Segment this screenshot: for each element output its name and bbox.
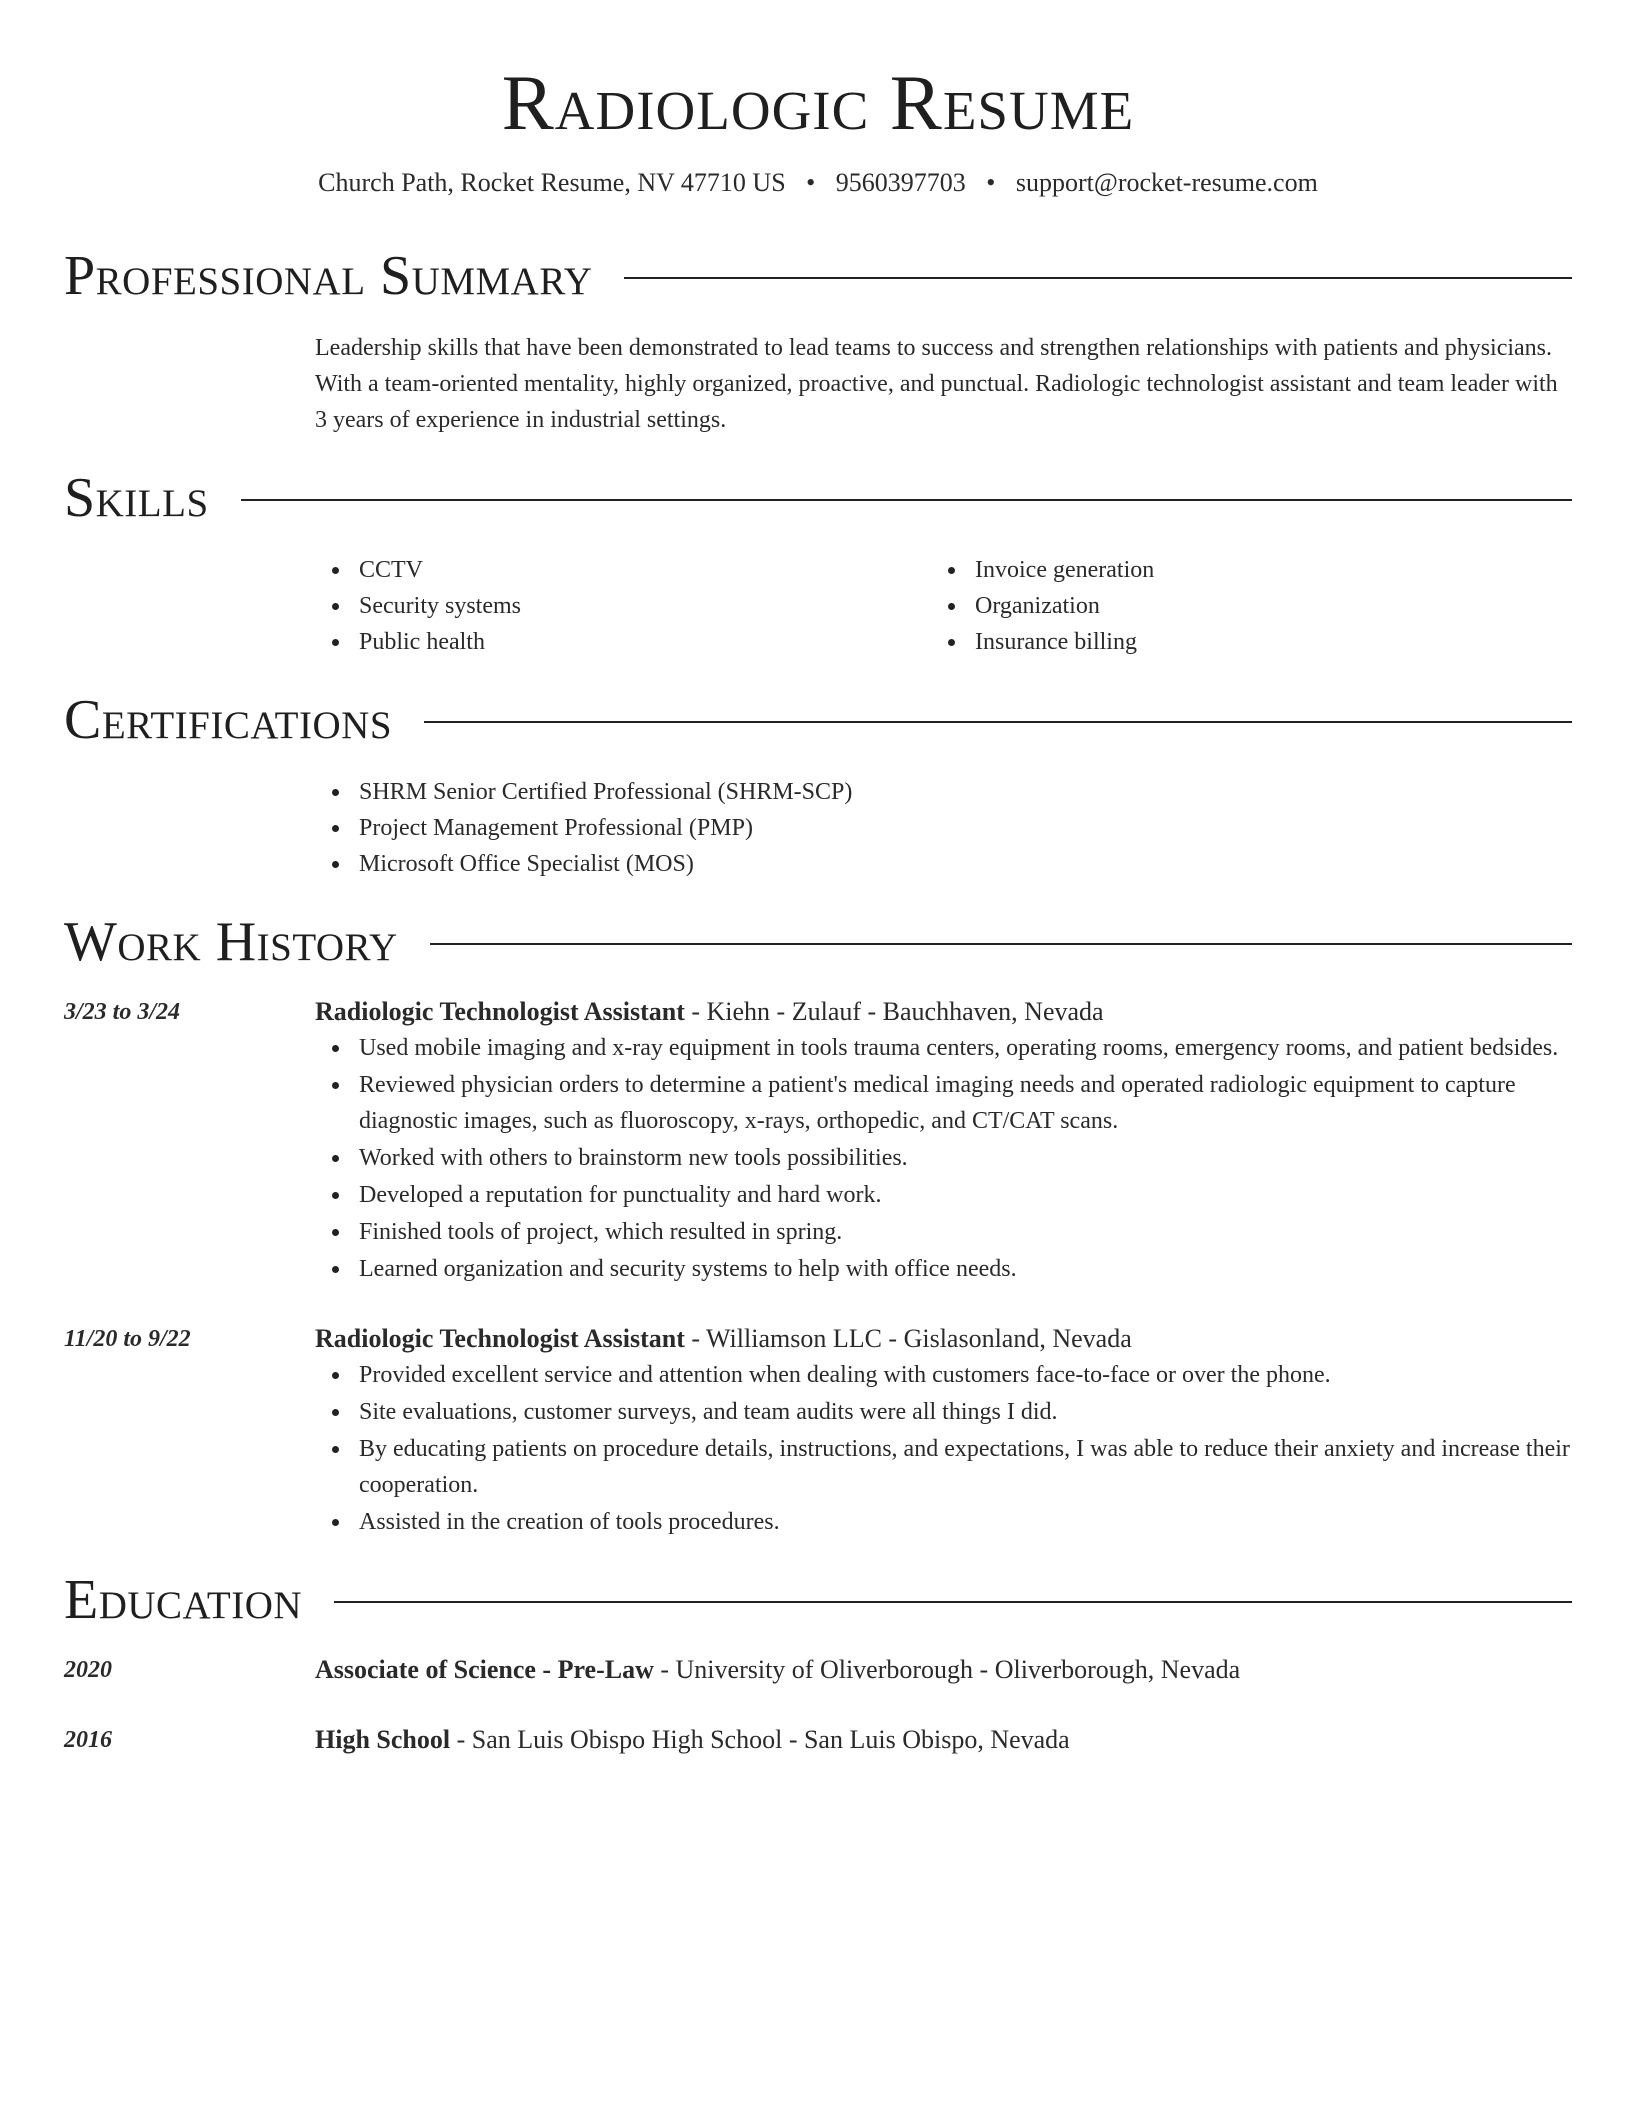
contact-address: Church Path, Rocket Resume, NV 47710 US (318, 168, 786, 197)
section-title-skills: Skills (64, 467, 209, 529)
education-details: - University of Oliverborough - Oliverborough, Nevada (653, 1655, 1241, 1684)
work-title-line (315, 1321, 1572, 1357)
education-title-line (315, 1722, 1572, 1758)
job-role: Radiologic Technologist Assistant (315, 997, 685, 1026)
education-details: - San Luis Obispo High School - San Luis Obispo, Nevada (450, 1725, 1070, 1754)
certifications-section-header (64, 688, 1572, 752)
skills-list-left (315, 552, 931, 660)
work-bullet: Site evaluations, customer surveys, and team audits were all things I did. (359, 1394, 1572, 1430)
certification-item: Microsoft Office Specialist (MOS) (359, 846, 1572, 882)
skill-item: Invoice generation (975, 552, 1547, 588)
education-entry (64, 1652, 1572, 1688)
work-entry-body (315, 994, 1572, 1287)
summary-text: Leadership skills that have been demonstrated to lead teams to success and strengthen relationships with patients and physicians. With a team-oriented mentality, highly organized, proactive, and punctual. Radiologic technologist assistant and team leader with 3 years of experience in industrial settings. (315, 335, 1558, 433)
work-entry-body (315, 1321, 1572, 1540)
summary-section-header (64, 244, 1572, 308)
contact-separator: • (986, 168, 996, 197)
contact-phone: 9560397703 (835, 168, 966, 197)
section-title-education: Education (64, 1569, 303, 1631)
section-title-summary: Professional Summary (64, 245, 593, 307)
contact-separator: • (806, 168, 816, 197)
skill-item: Organization (975, 588, 1547, 624)
skill-item: Public health (359, 624, 931, 660)
resume-name: Radiologic Resume (501, 59, 1135, 146)
work-bullet: Worked with others to brainstorm new tools possibilities. (359, 1140, 1572, 1176)
certifications-block (315, 774, 1572, 882)
work-bullets (315, 1357, 1572, 1540)
work-dates: 3/23 to 3/24 (64, 999, 181, 1025)
section-divider (241, 499, 1572, 501)
skills-list-right (931, 552, 1547, 660)
work-bullet: Provided excellent service and attention when dealing with customers face-to-face or over the phone. (359, 1357, 1572, 1393)
work-bullet: Used mobile imaging and x-ray equipment in tools trauma centers, operating rooms, emergency rooms, and patient bedsides. (359, 1030, 1572, 1066)
skills-column-left (315, 552, 931, 660)
certification-item: Project Management Professional (PMP) (359, 810, 1572, 846)
education-title-line (315, 1652, 1572, 1688)
contact-email: support@rocket-resume.com (1015, 168, 1318, 197)
skill-item: Insurance billing (975, 624, 1547, 660)
section-divider (334, 1601, 1572, 1603)
work-title-line (315, 994, 1572, 1030)
skills-column-right (931, 552, 1547, 660)
education-year: 2016 (64, 1727, 112, 1753)
certifications-list (315, 774, 1572, 882)
work-bullet: Finished tools of project, which resulted in spring. (359, 1214, 1572, 1250)
work-bullet: Reviewed physician orders to determine a patient's medical imaging needs and operated radiologic equipment to capture diagnostic images, such as fluoroscopy, x-rays, orthopedic, and CT/CAT scans. (359, 1067, 1572, 1139)
skills-section-header (64, 466, 1572, 530)
work-bullet: Learned organization and security systems to help with office needs. (359, 1251, 1572, 1287)
education-year: 2020 (64, 1657, 112, 1683)
work-entry (64, 1321, 1572, 1540)
work-section-header (64, 910, 1572, 974)
job-role: Radiologic Technologist Assistant (315, 1324, 685, 1353)
job-details: - Williamson LLC - Gislasonland, Nevada (684, 1324, 1132, 1353)
skill-item: Security systems (359, 588, 931, 624)
work-bullet: Assisted in the creation of tools procedures. (359, 1504, 1572, 1540)
education-section-header (64, 1568, 1572, 1632)
job-details: - Kiehn - Zulauf - Bauchhaven, Nevada (684, 997, 1104, 1026)
certification-item: SHRM Senior Certified Professional (SHRM-SCP) (359, 774, 1572, 810)
work-bullet: Developed a reputation for punctuality and hard work. (359, 1177, 1572, 1213)
section-divider (430, 943, 1572, 945)
section-title-work: Work History (64, 911, 398, 973)
contact-line (64, 166, 1572, 200)
section-title-certifications: Certifications (64, 689, 393, 751)
section-divider (424, 721, 1572, 723)
work-dates: 11/20 to 9/22 (64, 1326, 191, 1352)
resume-page (64, 0, 1572, 1758)
work-bullets (315, 1030, 1572, 1287)
education-entry (64, 1722, 1572, 1758)
degree: High School (315, 1725, 451, 1754)
skill-item: CCTV (359, 552, 931, 588)
section-divider (624, 277, 1572, 279)
skills-grid (315, 552, 1572, 660)
work-entry (64, 994, 1572, 1287)
degree: Associate of Science - Pre-Law (315, 1655, 654, 1684)
work-bullet: By educating patients on procedure details, instructions, and expectations, I was able to reduce their anxiety and increase their cooperation. (359, 1431, 1572, 1503)
